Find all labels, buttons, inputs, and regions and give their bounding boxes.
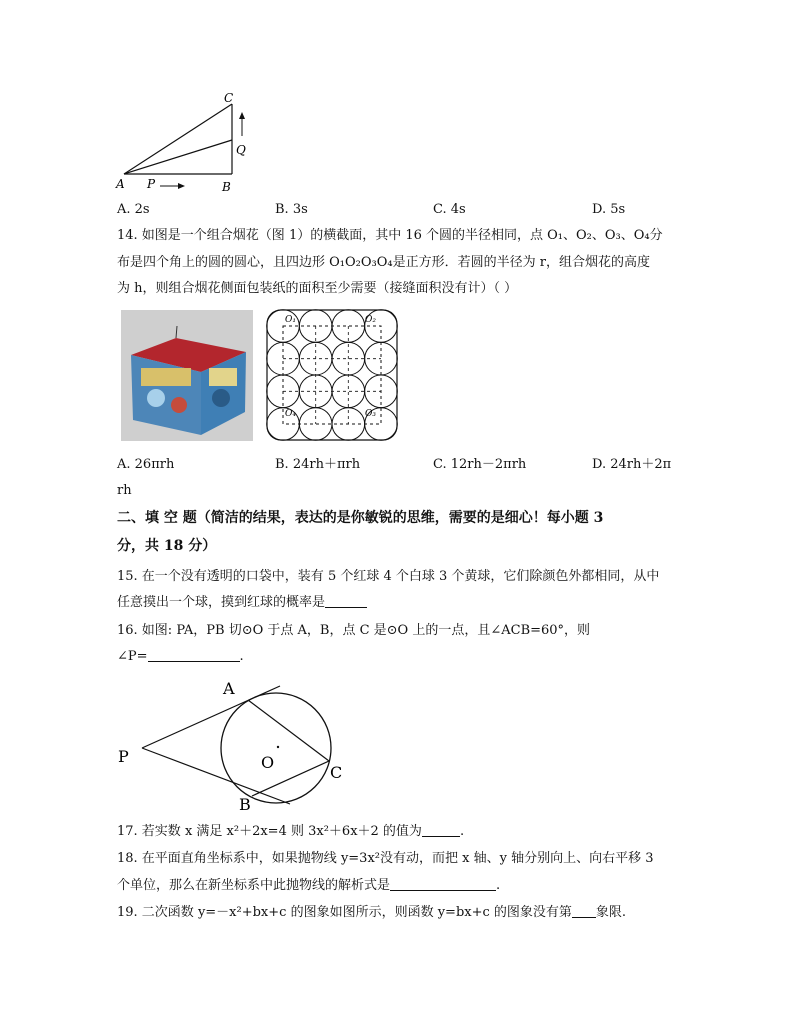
circle-grid xyxy=(267,310,398,441)
fireworks-box-illustration xyxy=(121,310,253,441)
q16-line-2-text: ∠P= xyxy=(117,649,148,664)
label-c: C xyxy=(330,763,343,782)
triangle-figure xyxy=(112,88,262,196)
section-2-heading-line-1: 二、填 空 题（简洁的结果，表达的是你敏锐的思维，需要的是细心！每小题 3 xyxy=(117,510,604,526)
arrow-right-icon xyxy=(178,183,185,189)
label-c: C xyxy=(224,91,234,105)
q15-line-1: 15. 在一个没有透明的口袋中，装有 5 个红球 4 个白球 3 个黄球，它们除颜色外都相同，从中 xyxy=(117,569,660,584)
q14-line-2: 布是四个角上的圆的圆心，且四边形 O₁O₂O₃O₄是正方形．若圆的半径为 r，组合烟花的高度 xyxy=(117,255,650,270)
label-o4: O₄ xyxy=(285,409,296,419)
label-q: Q xyxy=(236,143,246,157)
label-a: A xyxy=(116,177,125,191)
q14-option-a: A. 26πrh xyxy=(117,457,175,472)
tangent-pa xyxy=(142,686,280,748)
label-a: A xyxy=(223,679,235,698)
tangent-circle-figure xyxy=(112,672,362,820)
q17-end: . xyxy=(459,824,465,839)
label-o: O xyxy=(261,753,275,772)
label-b: B xyxy=(239,795,251,814)
q13-option-a: A. 2s xyxy=(117,202,150,217)
chord-ac xyxy=(248,700,329,761)
fireworks-photo xyxy=(121,310,253,441)
q14-option-b: B. 24rh＋πrh xyxy=(275,457,361,472)
segment-aq xyxy=(124,140,232,174)
q15-line-2 xyxy=(117,593,367,613)
q16-line-1: 16. 如图: PA，PB 切⊙O 于点 A，B，点 C 是⊙O 上的一点，且∠ACB=60°，则 xyxy=(117,623,591,638)
q16-line-2 xyxy=(117,647,244,667)
q19-text-after: 象限. xyxy=(595,905,627,920)
section-2-heading-line-2: 分，共 18 分） xyxy=(117,538,217,554)
label-o1: O₁ xyxy=(285,315,296,325)
label-p: P xyxy=(118,747,129,766)
center-dot xyxy=(277,746,279,748)
q18-answer-blank[interactable] xyxy=(390,876,496,891)
q18-line-1: 18. 在平面直角坐标系中，如果抛物线 y=3x²没有动，而把 x 轴、y 轴分别向上、向右平移 3 xyxy=(117,851,654,866)
label-b: B xyxy=(222,180,231,194)
arrow-up-icon xyxy=(239,112,245,119)
q14-line-1: 14. 如图是一个组合烟花（图 1）的横截面，其中 16 个圆的半径相同，点 O₁、O₂、O₃、O₄分 xyxy=(117,228,663,243)
triangle-side-ac xyxy=(124,104,232,174)
q19-line xyxy=(117,903,626,923)
label-o2: O₂ xyxy=(365,315,376,325)
q17-line xyxy=(117,822,464,842)
q18-line-2 xyxy=(117,876,500,896)
q14-line-3: 为 h，则组合烟花侧面包装纸的面积至少需要（接缝面积没有计）（ ） xyxy=(117,281,518,296)
q15-line-2-text: 任意摸出一个球，摸到红球的概率是 xyxy=(117,595,326,610)
q18-line-2-text: 个单位，那么在新坐标系中此抛物线的解析式是 xyxy=(117,878,391,893)
q19-answer-blank[interactable] xyxy=(572,903,596,918)
label-p: P xyxy=(147,177,156,191)
q17-text: 17. 若实数 x 满足 x²＋2x=4 则 3x²＋6x＋2 的值为 xyxy=(117,824,422,839)
q14-option-d: D. 24rh＋2π xyxy=(592,457,672,472)
q16-line-2-end: . xyxy=(239,649,244,664)
grid-circle xyxy=(332,375,365,408)
q18-line-2-end: . xyxy=(496,878,501,893)
q14-option-d-wrap: rh xyxy=(117,483,132,498)
circle-o xyxy=(221,693,331,803)
q13-option-d: D. 5s xyxy=(592,202,626,217)
q19-text-before: 19. 二次函数 y=－x²+bx+c 的图象如图所示，则函数 y=bx+c 的图象没有第 xyxy=(117,905,572,920)
q16-answer-blank[interactable] xyxy=(148,647,240,662)
q17-answer-blank[interactable] xyxy=(422,822,460,837)
circles-figure xyxy=(265,308,399,442)
q13-option-b: B. 3s xyxy=(275,202,308,217)
q13-option-c: C. 4s xyxy=(433,202,466,217)
label-o3: O₃ xyxy=(365,409,376,419)
q14-option-c: C. 12rh－2πrh xyxy=(433,457,527,472)
q15-answer-blank[interactable] xyxy=(325,593,367,608)
